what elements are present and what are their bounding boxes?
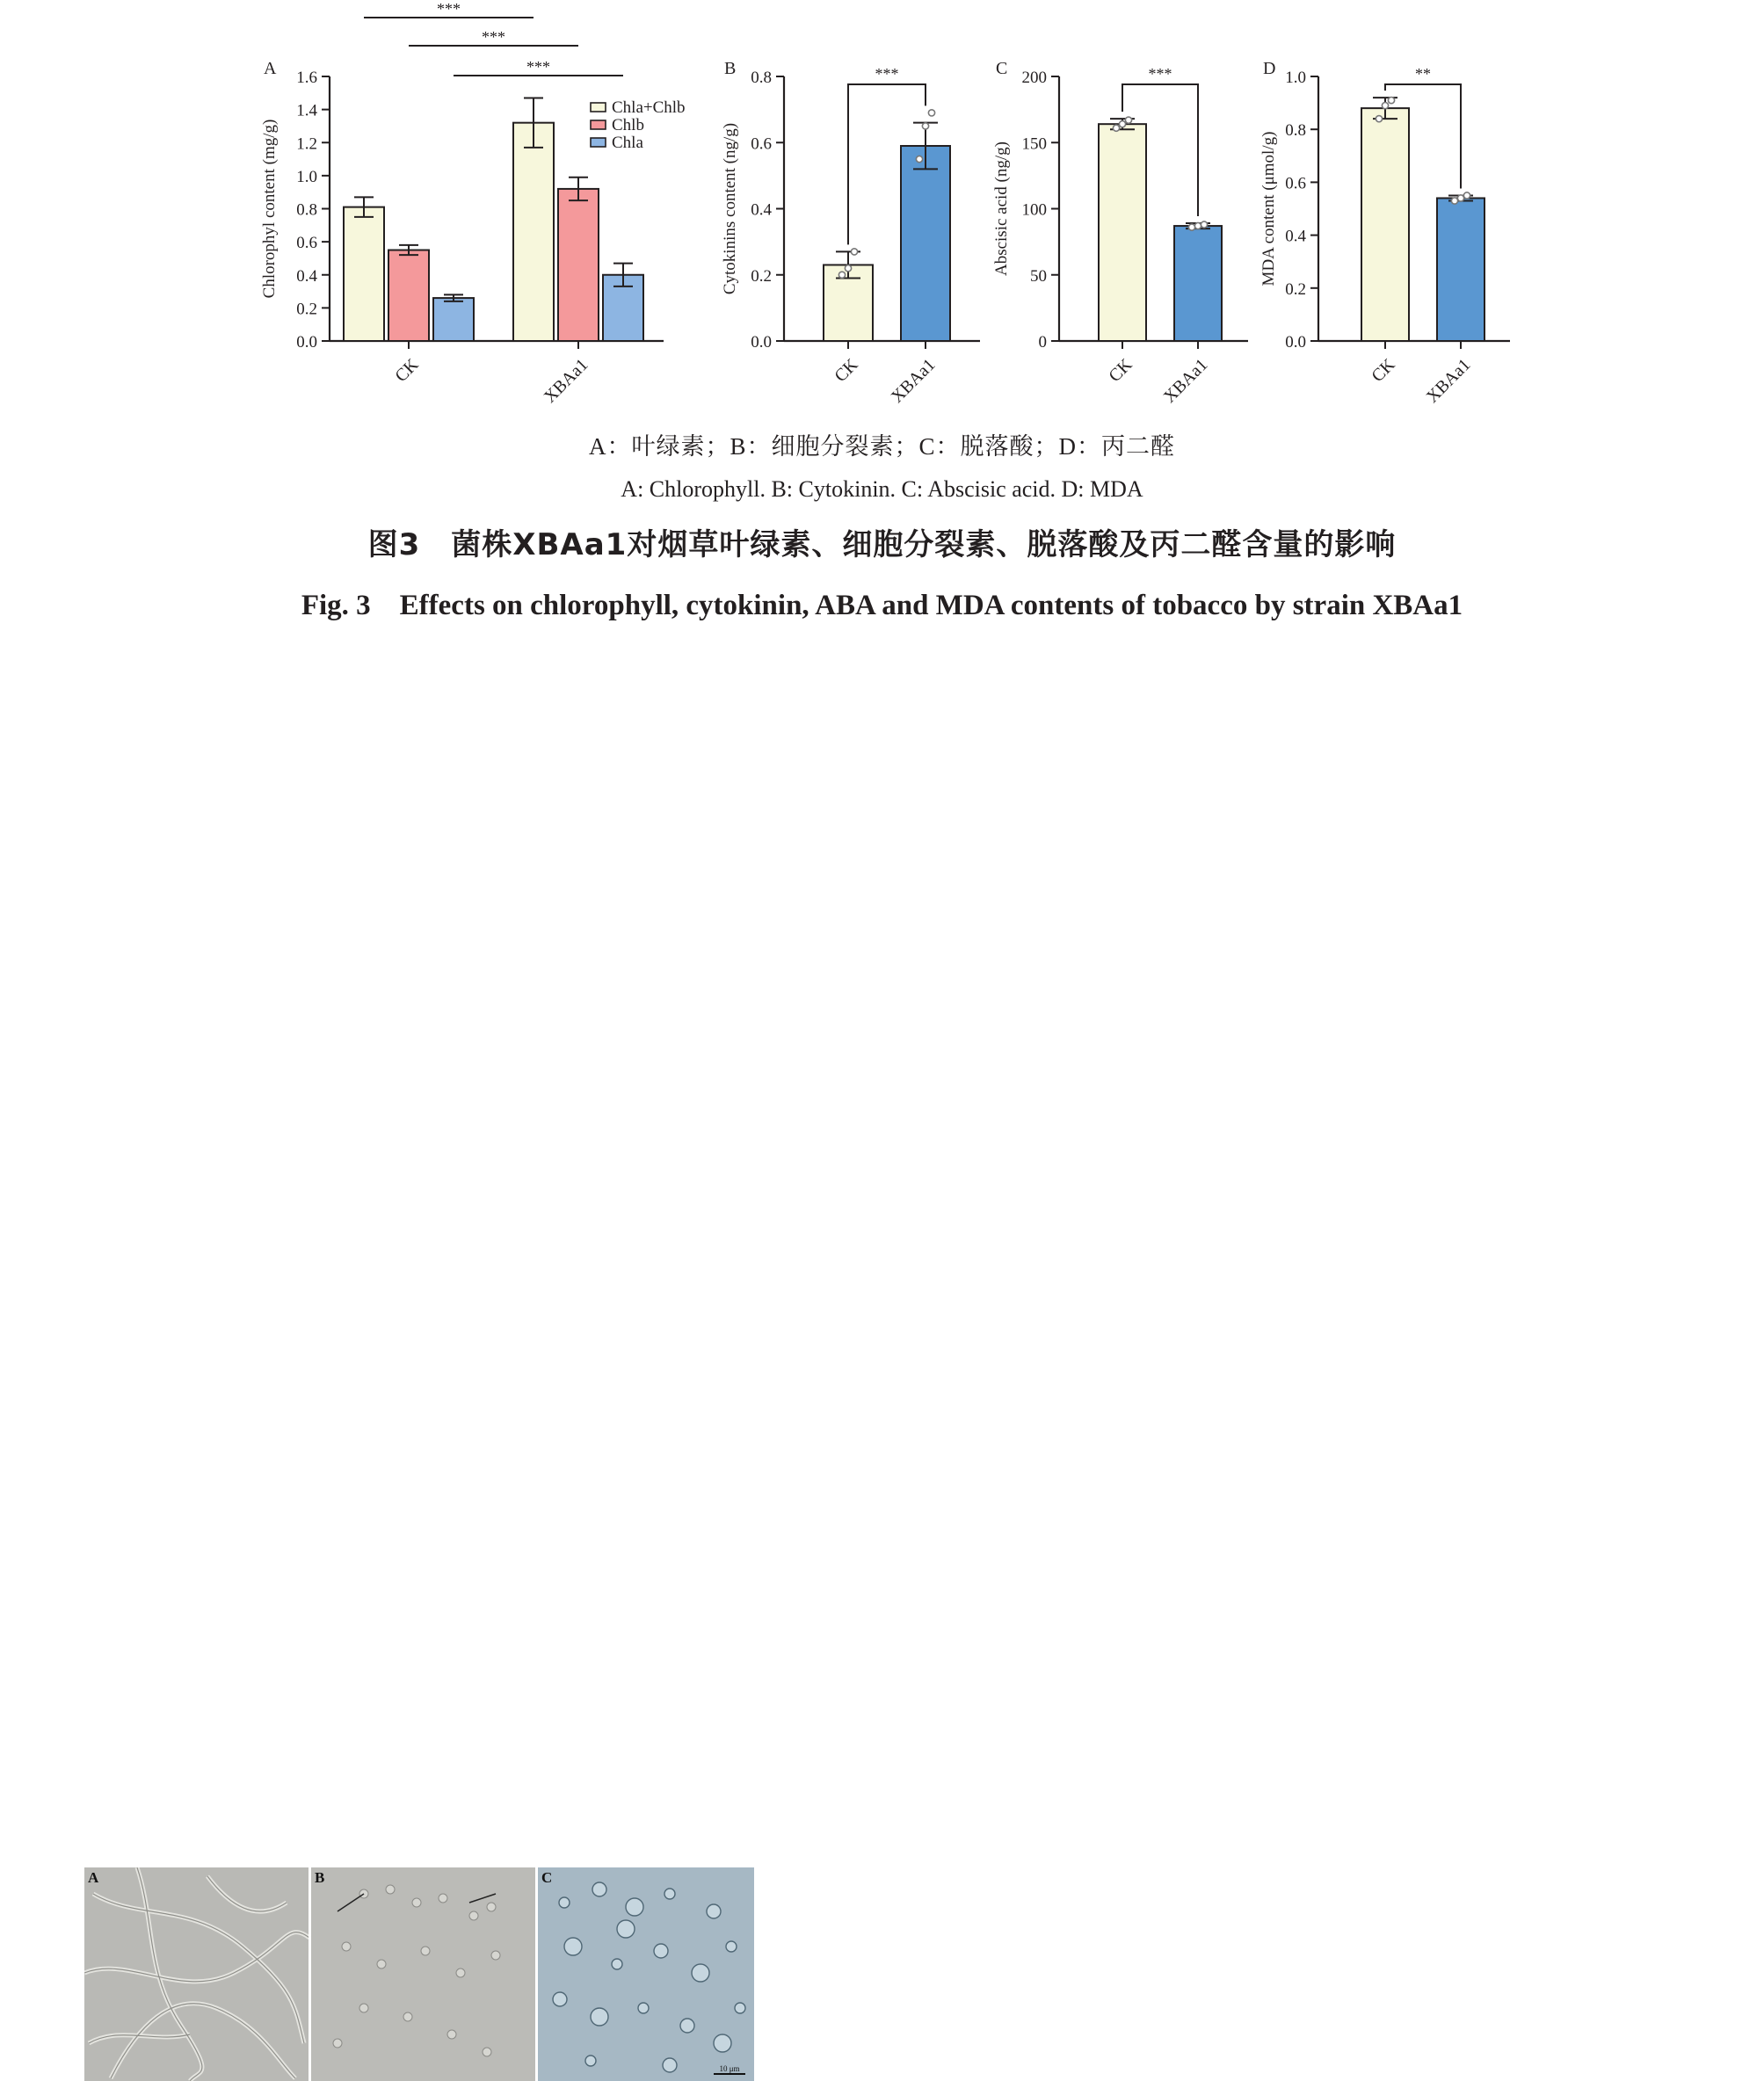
x-tick-label: XBAa1 — [887, 354, 940, 407]
chart-panel-D — [1259, 59, 1510, 407]
data-point — [845, 265, 851, 272]
bar-xbaa1 — [901, 146, 950, 341]
panel-letter: B — [724, 59, 737, 78]
panel-letter: A — [264, 59, 277, 78]
y-tick-label: 1.6 — [296, 69, 317, 87]
x-tick-label: CK — [1105, 354, 1136, 387]
data-point — [1188, 224, 1194, 230]
y-axis-label: Chlorophyl content (mg/g) — [260, 119, 279, 299]
caption-chinese-panel-legend: A：叶绿素；B：细胞分裂素；C：脱落酸；D：丙二醛 — [588, 433, 1175, 460]
spore — [386, 1885, 395, 1894]
data-point — [1125, 117, 1131, 123]
cell — [638, 2003, 649, 2013]
y-tick-label: 1.0 — [1285, 69, 1306, 87]
y-axis-label: Abscisic acid (ng/g) — [992, 141, 1011, 277]
data-point — [1388, 97, 1394, 103]
spore — [421, 1947, 430, 1955]
x-tick-label: XBAa1 — [540, 354, 592, 407]
data-point — [922, 123, 928, 129]
data-point — [1194, 222, 1201, 228]
y-tick-label: 100 — [1021, 200, 1047, 220]
spore — [447, 2030, 456, 2039]
cell — [726, 1941, 737, 1952]
cell — [617, 1920, 635, 1938]
y-tick-label: 200 — [1021, 69, 1047, 87]
y-tick-label: 0.8 — [296, 200, 317, 220]
legend-label: Chlb — [612, 116, 644, 134]
micrograph-panel-b — [311, 1867, 536, 2081]
micrograph-background — [311, 1867, 536, 2081]
bar-xbaa1 — [1174, 226, 1222, 341]
bar-ck — [1361, 108, 1409, 341]
cell — [592, 1882, 606, 1896]
cell — [680, 2019, 694, 2033]
data-point — [1376, 116, 1382, 122]
y-tick-label: 0.8 — [1285, 121, 1306, 141]
y-tick-label: 0.0 — [296, 333, 317, 352]
significance-label: ** — [1415, 65, 1431, 83]
legend-swatch — [591, 138, 606, 147]
bar-ck — [1099, 124, 1146, 341]
cell — [559, 1897, 570, 1908]
micrograph-strip — [84, 1867, 761, 2081]
legend-swatch — [591, 120, 606, 129]
spore — [359, 2004, 368, 2012]
significance-label: *** — [875, 65, 899, 83]
data-point — [1119, 121, 1125, 127]
spore — [333, 2039, 342, 2048]
x-tick-label: XBAa1 — [1159, 354, 1212, 407]
legend-label: Chla — [612, 134, 643, 152]
y-tick-label: 0.4 — [1285, 227, 1306, 246]
y-tick-label: 150 — [1021, 134, 1047, 154]
cell — [664, 1889, 675, 1899]
y-tick-label: 50 — [1030, 266, 1047, 286]
y-tick-label: 0.2 — [1285, 279, 1306, 299]
y-tick-label: 0.6 — [1285, 174, 1306, 193]
x-tick-label: XBAa1 — [1422, 354, 1475, 407]
data-point — [1451, 198, 1457, 204]
data-point — [928, 110, 934, 116]
cell — [654, 1944, 668, 1958]
y-tick-label: 1.0 — [296, 167, 317, 186]
chart-panel-C — [992, 59, 1248, 407]
y-tick-label: 0 — [1038, 333, 1047, 352]
spore — [377, 1960, 386, 1969]
bar-chla — [433, 298, 474, 341]
significance-label: *** — [482, 28, 505, 46]
panel-letter: C — [996, 59, 1008, 78]
bar-chlb — [558, 189, 599, 341]
caption-english-figure-title: Fig. 3 Effects on chlorophyll, cytokinin, ABA and MDA contents of tobacco by strain XBAa1 — [301, 590, 1463, 621]
x-tick-label: CK — [391, 354, 423, 387]
significance-label: *** — [437, 0, 461, 18]
caption-chinese-figure-title: 图3 菌株XBAa1对烟草叶绿素、细胞分裂素、脱落酸及丙二醛含量的影响 — [367, 527, 1397, 562]
spore — [342, 1942, 351, 1951]
y-tick-label: 0.6 — [751, 134, 772, 154]
micrograph-letter: A — [88, 1869, 99, 1886]
data-point — [1201, 221, 1207, 228]
spore — [491, 1951, 500, 1960]
x-tick-label: CK — [831, 354, 862, 387]
cell — [591, 2008, 608, 2026]
spore — [487, 1903, 496, 1911]
cell — [714, 2034, 731, 2052]
cell — [585, 2056, 596, 2066]
micrograph-panel-a — [84, 1867, 309, 2081]
significance-label: *** — [1148, 65, 1172, 83]
chart-panel-A — [260, 0, 686, 407]
y-tick-label: 0.6 — [296, 234, 317, 253]
y-tick-label: 1.2 — [296, 134, 317, 154]
data-point — [851, 249, 857, 255]
y-tick-label: 0.2 — [296, 300, 317, 319]
micrograph-panel-c — [538, 1867, 754, 2081]
cell — [626, 1898, 643, 1916]
spore — [439, 1894, 447, 1903]
micrograph-letter: B — [315, 1869, 325, 1886]
bar-chlb — [388, 250, 429, 341]
y-axis-label: MDA content (μmol/g) — [1259, 131, 1278, 286]
cell — [735, 2003, 745, 2013]
panel-letter: D — [1263, 59, 1276, 78]
x-tick-label: CK — [1368, 354, 1399, 387]
cell — [692, 1964, 709, 1982]
y-tick-label: 1.4 — [296, 101, 317, 120]
cell — [564, 1938, 582, 1955]
cell — [553, 1992, 567, 2006]
y-tick-label: 0.0 — [1285, 333, 1306, 352]
bar-chla-chlb — [344, 207, 384, 341]
bar-chla-chlb — [513, 123, 554, 341]
y-tick-label: 0.4 — [751, 200, 772, 220]
cell — [663, 2058, 677, 2072]
data-point — [1113, 125, 1119, 131]
legend-label: Chla+Chlb — [612, 98, 686, 117]
scale-bar-label: 10 μm — [719, 2064, 740, 2073]
bar-xbaa1 — [1437, 198, 1485, 341]
spore — [403, 2012, 412, 2021]
legend-swatch — [591, 103, 606, 112]
data-point — [1463, 192, 1470, 199]
y-tick-label: 0.4 — [296, 266, 317, 286]
spore — [412, 1898, 421, 1907]
data-point — [916, 156, 922, 162]
y-axis-label: Cytokinins content (ng/g) — [721, 122, 739, 295]
cell — [707, 1904, 721, 1918]
spore — [469, 1911, 478, 1920]
data-point — [838, 272, 845, 278]
y-tick-label: 0.0 — [751, 333, 772, 352]
data-point — [1457, 195, 1463, 201]
data-point — [1382, 103, 1388, 109]
caption-english-panel-legend: A: Chlorophyll. B: Cytokinin. C: Abscisic acid. D: MDA — [621, 476, 1143, 502]
y-tick-label: 0.2 — [751, 266, 772, 286]
spore — [483, 2048, 491, 2056]
y-tick-label: 0.8 — [751, 69, 772, 87]
cell — [612, 1959, 622, 1969]
spore — [456, 1969, 465, 1977]
significance-label: *** — [526, 58, 550, 76]
micrograph-letter: C — [541, 1869, 553, 1886]
chart-panel-B — [721, 59, 980, 407]
